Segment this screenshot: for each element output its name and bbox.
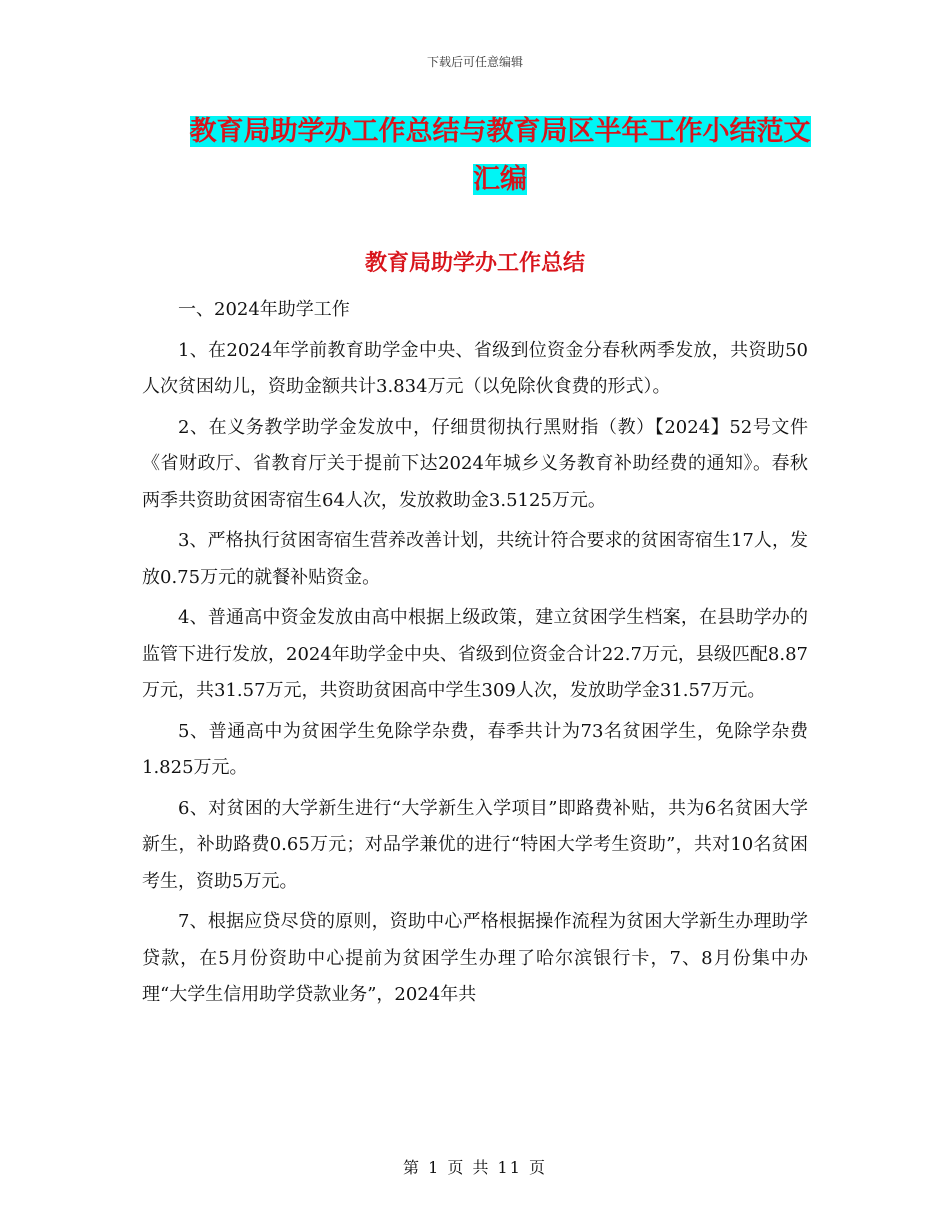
paragraph: 4、普通高中资金发放由高中根据上级政策，建立贫困学生档案，在县助学办的监管下进行发放，2024年助学金中央、省级到位资金合计22.7万元，县级匹配8.87万元，共31.57万元，共资助贫困高中学生309人次，发放助学金31.57万元。 (142, 607, 808, 701)
document-title (120, 108, 880, 204)
document-title-line-2: 汇编 (473, 164, 527, 195)
document-body (142, 292, 808, 1018)
paragraph: 3、严格执行贫困寄宿生营养改善计划，共统计符合要求的贫困寄宿生17人，发放0.75万元的就餐补贴资金。 (142, 530, 808, 588)
paragraph: 5、普通高中为贫困学生免除学杂费，春季共计为73名贫困学生，免除学杂费1.825万元。 (142, 720, 808, 778)
paragraph: 6、对贫困的大学新生进行“大学新生入学项目”即路费补贴，共为6名贫困大学新生，补助路费0.65万元；对品学兼优的进行“特困大学考生资助”，共对10名贫困考生，资助5万元。 (142, 797, 808, 892)
document-title-line-1: 教育局助学办工作总结与教育局区半年工作小结范文 (189, 116, 811, 147)
header-note: 下载后可任意编辑 (426, 55, 523, 69)
page-number-footer: 第 1 页 共 11 页 (403, 1158, 547, 1177)
paragraph: 1、在2024年学前教育助学金中央、省级到位资金分春秋两季发放，共资助50人次贫困幼儿，资助金额共计3.834万元（以免除伙食费的形式）。 (142, 339, 808, 397)
section-title: 教育局助学办工作总结 (364, 251, 585, 276)
paragraph: 7、根据应贷尽贷的原则，资助中心严格根据操作流程为贫困大学新生办理助学贷款，在5月份资助中心提前为贫困学生办理了哈尔滨银行卡，7、8月份集中办理“大学生信用助学贷款业务”，2024年共 (142, 911, 808, 1005)
paragraph-heading: 一、2024年助学工作 (178, 299, 350, 320)
paragraph: 2、在义务教学助学金发放中，仔细贯彻执行黑财指（教）【2024】52号文件《省财政厅、省教育厅关于提前下达2024年城乡义务教育补助经费的通知》。春秋两季共资助贫困寄宿生64人次，发放救助金3.5125万元。 (142, 416, 808, 511)
